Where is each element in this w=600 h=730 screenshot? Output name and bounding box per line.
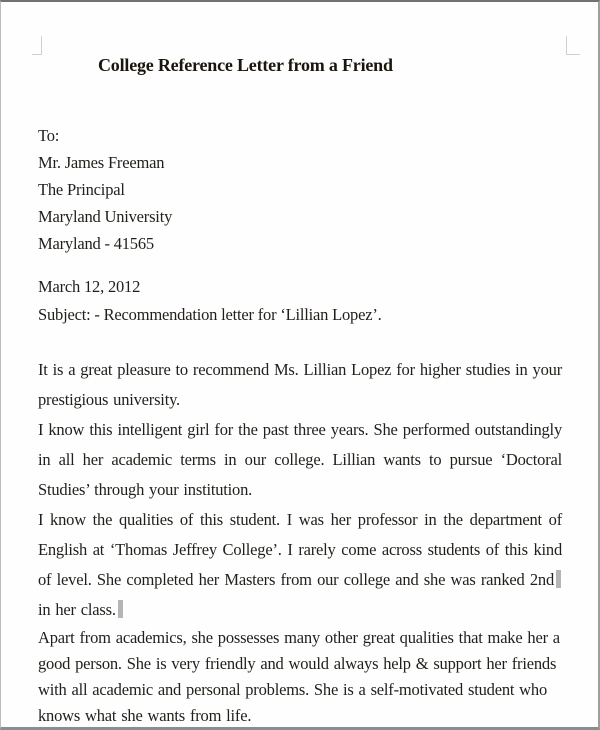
highlighted-space-icon (118, 600, 123, 618)
letter-content (38, 2, 562, 729)
recipient-label: To: (38, 126, 60, 145)
recipient-name: Mr. James Freeman (38, 153, 165, 172)
highlighted-space-icon (556, 570, 561, 588)
margin-crop-mark-top-right-icon (566, 36, 580, 55)
body-paragraph-3-text-end: in her class. (38, 600, 116, 619)
recipient-institution: Maryland University (38, 207, 173, 226)
recipient-block (38, 122, 562, 257)
body-paragraph-3-text: I know the qualities of this student. I was her professor in the department of English at ‘Thomas Jeffrey College’. I rarely come across students of this kind of level. She completed her Masters from our college and she was ranked 2nd (38, 510, 562, 589)
date-subject-block (38, 273, 562, 329)
body-paragraph-4: Apart from academics, she possesses many other great qualities that make her a good person. She is very friendly and would always help & support her friends with all academic and personal problems. She is a self-motivated student who knows what she wants from life. (38, 628, 560, 725)
recipient-location: Maryland - 41565 (38, 234, 154, 253)
body-paragraph-3 (38, 505, 562, 625)
date-line: March 12, 2012 (38, 277, 141, 296)
recipient-role: The Principal (38, 180, 125, 199)
body-paragraph-2: I know this intelligent girl for the past three years. She performed outstandingly in all her academic terms in our college. Lillian wants to pursue ‘Doctoral Studies’ through your institution. (38, 420, 562, 499)
letter-title: College Reference Letter from a Friend (98, 55, 393, 75)
body-paragraph-1: It is a great pleasure to recommend Ms. Lillian Lopez for higher studies in your prestigious university. (38, 360, 562, 409)
subject-line: Subject: - Recommendation letter for ‘Lillian Lopez’. (38, 305, 382, 324)
